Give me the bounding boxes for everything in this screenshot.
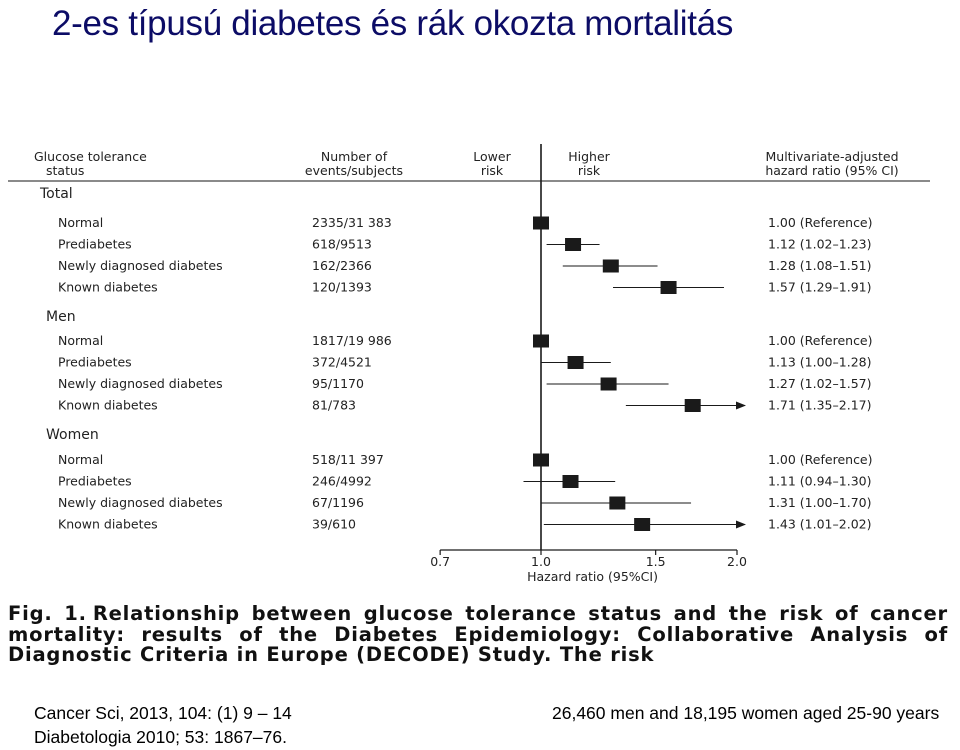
x-tick-label-3: 2.0 — [727, 554, 747, 569]
header-hr-line1: Multivariate-adjusted — [765, 149, 899, 164]
hr-marker-women-prediabetes — [563, 475, 579, 488]
row-label-women-prediabetes: Prediabetes — [58, 473, 132, 489]
row-events-men-prediabetes: 372/4521 — [312, 354, 372, 370]
figure-label: Fig. 1. — [8, 602, 87, 625]
reference-cancer-sci: Cancer Sci, 2013, 104: (1) 9 – 14 — [34, 703, 292, 723]
row-hr-text-total-newly-diagnosed-diabetes: 1.28 (1.08–1.51) — [768, 258, 872, 273]
row-label-men-normal: Normal — [58, 333, 104, 348]
hr-marker-total-prediabetes — [565, 238, 581, 251]
x-tick-label-0: 0.7 — [430, 554, 451, 569]
figure-caption-text: Relationship between glucose tolerance status and the risk of cancer mortality: results of the Diabetes Epidemiology: Collaborative Analysis of Diagnostic Criteria in Europe (DECODE) Study. The risk — [8, 602, 948, 666]
row-hr-text-total-known-diabetes: 1.57 (1.29–1.91) — [768, 279, 872, 295]
row-events-total-prediabetes: 618/9513 — [312, 236, 372, 252]
group-label-total: Total — [40, 186, 73, 202]
x-tick-label-1: 1.0 — [531, 554, 551, 569]
row-label-men-prediabetes: Prediabetes — [58, 354, 132, 370]
row-hr-text-men-known-diabetes: 1.71 (1.35–2.17) — [768, 397, 872, 413]
row-events-men-known-diabetes: 81/783 — [312, 397, 356, 413]
reference-diabetologia: Diabetologia 2010; 53: 1867–76. — [34, 727, 287, 747]
forest-plot — [0, 130, 960, 600]
row-label-total-known-diabetes: Known diabetes — [58, 279, 158, 295]
header-higher-line2: risk — [577, 163, 601, 178]
row-label-men-known-diabetes: Known diabetes — [58, 397, 158, 413]
row-label-women-newly-diagnosed-diabetes: Newly diagnosed diabetes — [58, 495, 223, 510]
header-events-line1: Number of — [320, 149, 388, 164]
row-events-men-newly-diagnosed-diabetes: 95/1170 — [312, 376, 364, 391]
header-higher-line1: Higher — [568, 149, 610, 164]
row-label-total-newly-diagnosed-diabetes: Newly diagnosed diabetes — [58, 258, 223, 273]
header-lower-line1: Lower — [473, 149, 511, 164]
row-events-women-newly-diagnosed-diabetes: 67/1196 — [312, 495, 364, 510]
row-hr-text-men-normal: 1.00 (Reference) — [768, 333, 873, 348]
row-hr-text-women-newly-diagnosed-diabetes: 1.31 (1.00–1.70) — [768, 495, 872, 510]
hr-marker-women-known-diabetes — [634, 518, 650, 531]
hr-marker-men-known-diabetes — [685, 399, 701, 412]
hr-marker-total-known-diabetes — [661, 281, 677, 294]
hr-marker-men-prediabetes — [568, 356, 584, 369]
header-events-line2: events/subjects — [304, 163, 404, 178]
row-events-men-normal: 1817/19 986 — [312, 333, 392, 348]
header-lower-line2: risk — [480, 163, 504, 178]
row-label-total-prediabetes: Prediabetes — [58, 236, 132, 252]
row-label-total-normal: Normal — [58, 215, 104, 230]
row-hr-text-men-newly-diagnosed-diabetes: 1.27 (1.02–1.57) — [768, 376, 872, 391]
row-events-women-prediabetes: 246/4992 — [312, 473, 372, 489]
population-note: 26,460 men and 18,195 women aged 25-90 years — [552, 703, 940, 723]
header-hr-line2: hazard ratio (95% CI) — [765, 163, 899, 178]
row-label-women-known-diabetes: Known diabetes — [58, 516, 158, 532]
row-hr-text-women-normal: 1.00 (Reference) — [768, 452, 873, 467]
slide-title: 2-es típusú diabetes és rák okozta mortalitás — [52, 4, 734, 43]
hr-marker-men-newly-diagnosed-diabetes — [601, 378, 617, 391]
row-events-total-normal: 2335/31 383 — [312, 215, 392, 230]
row-hr-text-women-prediabetes: 1.11 (0.94–1.30) — [768, 473, 872, 489]
x-tick-label-2: 1.5 — [645, 554, 666, 569]
forest-plot-svg — [0, 130, 960, 600]
x-axis-title: Hazard ratio (95%CI) — [527, 569, 658, 584]
row-label-women-normal: Normal — [58, 452, 104, 467]
row-events-total-newly-diagnosed-diabetes: 162/2366 — [312, 258, 372, 273]
figure-caption — [8, 604, 948, 666]
row-hr-text-total-prediabetes: 1.12 (1.02–1.23) — [768, 236, 872, 252]
row-hr-text-men-prediabetes: 1.13 (1.00–1.28) — [768, 354, 872, 370]
row-label-men-newly-diagnosed-diabetes: Newly diagnosed diabetes — [58, 376, 223, 391]
row-events-women-normal: 518/11 397 — [312, 452, 384, 467]
row-events-total-known-diabetes: 120/1393 — [312, 279, 372, 295]
header-status-line1: Glucose tolerance — [34, 149, 147, 164]
group-label-women: Women — [46, 427, 99, 443]
header-status-line2: status — [46, 163, 85, 178]
group-label-men: Men — [46, 309, 76, 325]
row-events-women-known-diabetes: 39/610 — [312, 516, 356, 532]
hr-marker-women-newly-diagnosed-diabetes — [609, 497, 625, 510]
hr-marker-total-newly-diagnosed-diabetes — [603, 260, 619, 273]
row-hr-text-total-normal: 1.00 (Reference) — [768, 215, 873, 230]
row-hr-text-women-known-diabetes: 1.43 (1.01–2.02) — [768, 516, 872, 532]
